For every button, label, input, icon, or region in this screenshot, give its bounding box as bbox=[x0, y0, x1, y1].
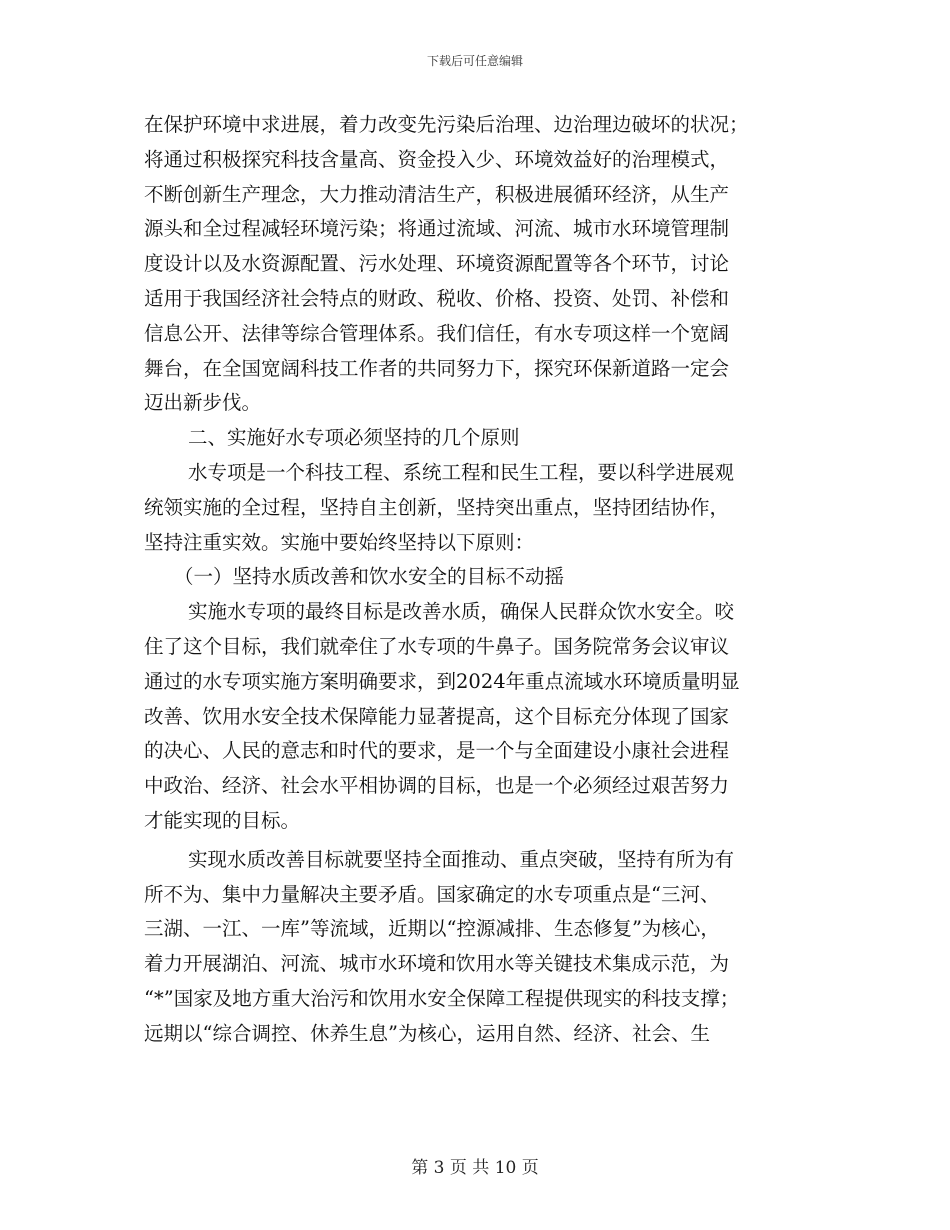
text-line: 着力开展湖泊、河流、城市水环境和饮用水等关键技术集成示范，为 bbox=[144, 952, 730, 976]
text-line: 在保护环境中求进展，着力改变先污染后治理、边治理边破坏的状况； bbox=[144, 113, 749, 136]
text-line: 舞台，在全国宽阔科技工作者的共同努力下，探究环保新道路一定会 bbox=[144, 356, 730, 380]
text-line: 实现水质改善目标就要坚持全面推动、重点突破，坚持有所为有 bbox=[188, 847, 735, 871]
text-line: 信息公开、法律等综合管理体系。我们信任，有水专项这样一个宽阔 bbox=[144, 321, 730, 345]
text-line: 所不为、集中力量解决主要矛盾。国家确定的水专项重点是“三河、 bbox=[144, 882, 720, 906]
text-line: 统领实施的全过程，坚持自主创新，坚持突出重点，坚持团结协作， bbox=[144, 495, 730, 519]
text-line: “*”国家及地方重大治污和饮用水安全保障工程提供现实的科技支撑； bbox=[144, 986, 740, 1010]
text-line: 不断创新生产理念，大力推动清洁生产，积极进展循环经济，从生产 bbox=[144, 182, 730, 206]
text-line: 迈出新步伐。 bbox=[144, 391, 262, 415]
text-line: 远期以“综合调控、休养生息”为核心，运用自然、经济、社会、生 bbox=[144, 1021, 710, 1045]
text-line: 通过的水专项实施方案明确要求，到2024年重点流域水环境质量明显 bbox=[144, 669, 740, 693]
page-header: 下载后可任意编辑 bbox=[426, 54, 523, 68]
text-line: 改善、饮用水安全技术保障能力显著提高，这个目标充分体现了国家 bbox=[144, 704, 730, 728]
section-heading: 二、实施好水专项必须坚持的几个原则 bbox=[188, 426, 520, 450]
text-line: 才能实现的目标。 bbox=[144, 808, 301, 832]
text-line: 度设计以及水资源配置、污水处理、环境资源配置等各个环节，讨论 bbox=[144, 252, 730, 276]
text-line: 坚持注重实效。实施中要始终坚持以下原则： bbox=[144, 530, 535, 554]
text-line: 中政治、经济、社会水平相协调的目标，也是一个必须经过艰苦努力 bbox=[144, 774, 730, 798]
text-line: 将通过积极探究科技含量高、资金投入少、环境效益好的治理模式， bbox=[144, 147, 730, 171]
text-line: 实施水专项的最终目标是改善水质，确保人民群众饮水安全。咬 bbox=[188, 600, 735, 624]
text-line: 源头和全过程减轻环境污染；将通过流域、河流、城市水环境管理制 bbox=[144, 217, 730, 241]
text-line: 的决心、人民的意志和时代的要求，是一个与全面建设小康社会进程 bbox=[144, 739, 730, 763]
text-line: 三湖、一江、一库”等流域，近期以“控源减排、生态修复”为核心， bbox=[144, 917, 720, 941]
page-footer: 第 3 页 共 10 页 bbox=[411, 1158, 539, 1178]
text-line: 住了这个目标，我们就牵住了水专项的牛鼻子。国务院常务会议审议 bbox=[144, 634, 730, 658]
text-line: 水专项是一个科技工程、系统工程和民生工程，要以科学进展观 bbox=[188, 460, 735, 484]
document-body bbox=[144, 108, 812, 1052]
subsection-heading: （一）坚持水质改善和饮水安全的目标不动摇 bbox=[174, 565, 565, 589]
text-line: 适用于我国经济社会特点的财政、税收、价格、投资、处罚、补偿和 bbox=[144, 286, 730, 310]
